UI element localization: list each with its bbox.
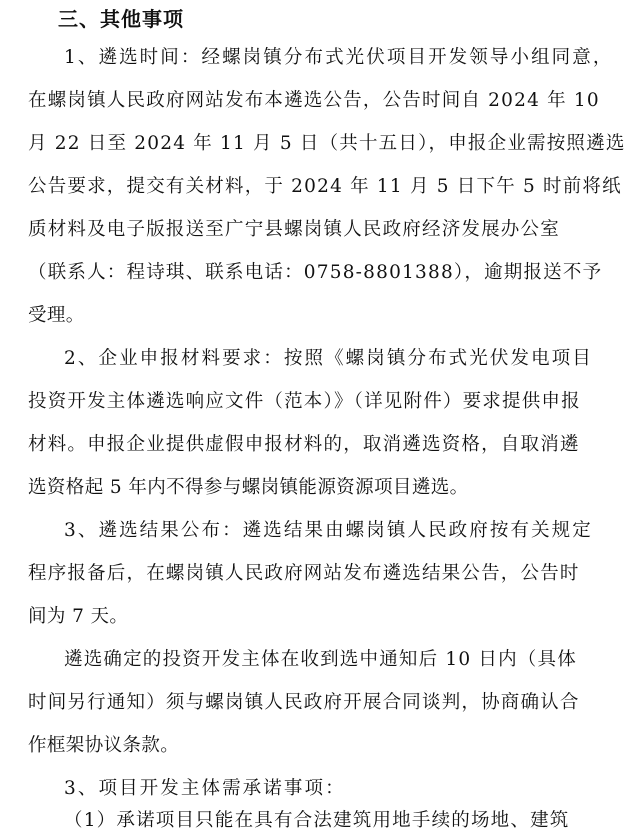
paragraph-2-line-4: 选资格起 5 年内不得参与螺岗镇能源资源项目遴选。	[28, 477, 469, 498]
paragraph-3-line-3: 间为 7 天。	[28, 606, 129, 627]
paragraph-1-line-4: 公告要求，提交有关材料，于 2024 年 11 月 5 日下午 5 时前将纸	[28, 176, 622, 197]
paragraph-4-line-1: 遴选确定的投资开发主体在收到选中通知后 10 日内（具体	[64, 649, 577, 670]
paragraph-3-line-1: 3、遴选结果公布：遴选结果由螺岗镇人民政府按有关规定	[64, 520, 593, 541]
paragraph-1-line-3: 月 22 日至 2024 年 11 月 5 日（共十五日），申报企业需按照遴选	[28, 133, 626, 154]
paragraph-2-line-3: 材料。申报企业提供虚假申报材料的，取消遴选资格，自取消遴	[28, 434, 580, 455]
paragraph-4-line-2: 时间另行通知）须与螺岗镇人民政府开展合同谈判，协商确认合	[28, 692, 580, 713]
paragraph-5-line-1: 3、项目开发主体需承诺事项：	[64, 778, 346, 799]
paragraph-2-line-1: 2、企业申报材料要求：按照《螺岗镇分布式光伏发电项目	[64, 348, 593, 369]
paragraph-1-line-7: 受理。	[28, 305, 85, 326]
paragraph-4-line-3: 作框架协议条款。	[28, 735, 180, 756]
paragraph-6-line-1: （1）承诺项目只能在具有合法建筑用地手续的场地、建筑	[64, 810, 570, 831]
paragraph-3-line-2: 程序报备后，在螺岗镇人民政府网站发布遴选结果公告，公告时	[28, 563, 580, 584]
paragraph-1-line-2: 在螺岗镇人民政府网站发布本遴选公告，公告时间自 2024 年 10	[28, 90, 600, 111]
paragraph-1-line-1: 1、遴选时间：经螺岗镇分布式光伏项目开发领导小组同意，	[64, 47, 614, 68]
paragraph-1-line-6: （联系人：程诗琪、联系电话：0758-8801388），逾期报送不予	[28, 262, 603, 283]
section-heading: 三、其他事项	[58, 7, 184, 31]
paragraph-1-line-5: 质材料及电子版报送至广宁县螺岗镇人民政府经济发展办公室	[28, 219, 560, 240]
paragraph-2-line-2: 投资开发主体遴选响应文件（范本）》（详见附件）要求提供申报	[28, 391, 581, 412]
